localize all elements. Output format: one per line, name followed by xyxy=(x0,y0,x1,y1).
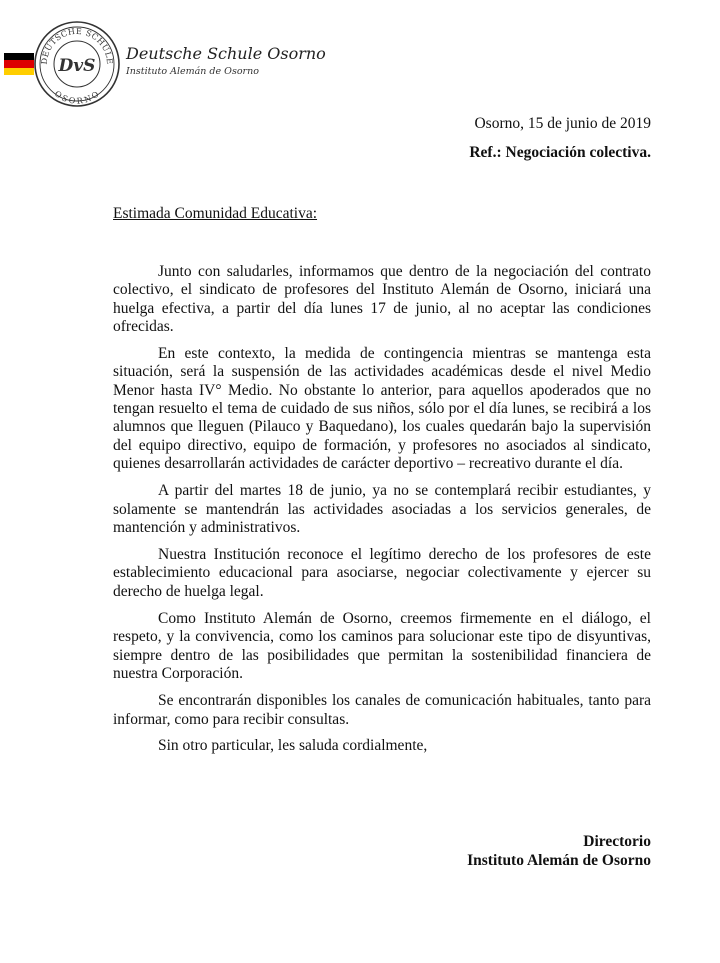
flag-stripe-red xyxy=(4,60,34,67)
seal-bottom-text: OSORNO xyxy=(52,89,102,106)
closing-line: Sin otro particular, les saluda cordialmente, xyxy=(158,737,428,754)
paragraph: En este contexto, la medida de contingencia mientras se mantenga esta situación, será la suspensión de las actividades académicas desde el nivel Medio Menor hasta IV° Medio. No obstante lo anterior, para aquellos apoderados que no tengan resuelto el tema de cuidado de sus niños, sólo por el día lunes, se recibirá a los alumnos que lleguen (Pilauco y Baquedano), los cuales quedarán bajo la supervisión del equipo directivo, equipo de formación, y profesores no asociados al sindicato, quienes desarrollarán actividades de carácter deportivo – recreativo durante el día. xyxy=(113,345,651,472)
seal-top-text: DEUTSCHE SCHULE xyxy=(39,26,115,65)
paragraph: A partir del martes 18 de junio, ya no se contemplará recibir estudiantes, y solamente se mantendrán las actividades asociadas a los servicios generales, de mantención y administrativos. xyxy=(113,482,651,536)
reference-line: Ref.: Negociación colectiva. xyxy=(469,144,651,161)
greeting: Estimada Comunidad Educativa: xyxy=(113,205,318,222)
signature-block xyxy=(467,832,651,870)
signature-title: Directorio xyxy=(583,833,651,850)
paragraph: Nuestra Institución reconoce el legítimo derecho de los profesores de este establecimiento educacional para asociarse, negociar colectivamente y ejercer su derecho de huelga legal. xyxy=(113,546,651,600)
school-name: Deutsche Schule Osorno xyxy=(126,44,326,63)
date-line: Osorno, 15 de junio de 2019 xyxy=(474,115,651,132)
flag-stripe-gold xyxy=(4,68,34,75)
paragraph: Junto con saludarles, informamos que dentro de la negociación del contrato colectivo, el sindicato de profesores del Instituto Alemán de Osorno, iniciará una huelga efectiva, a partir del día lunes 17 de junio, al no aceptar las condiciones ofrecidas. xyxy=(113,263,651,335)
flag-stripe-black xyxy=(4,53,34,60)
school-subtitle: Instituto Alemán de Osorno xyxy=(126,66,259,77)
paragraph: Como Instituto Alemán de Osorno, creemos firmemente en el diálogo, el respeto, y la convivencia, como los caminos para solucionar este tipo de disyuntivas, siempre dentro de las posibilidades que permitan la sostenibilidad financiera de nuestra Corporación. xyxy=(113,610,651,682)
german-flag-icon xyxy=(4,53,34,75)
seal-monogram: DvS xyxy=(58,56,96,76)
paragraph: Se encontrarán disponibles los canales de comunicación habituales, tanto para informar, como para recibir consultas. xyxy=(113,692,651,728)
signature-organization: Instituto Alemán de Osorno xyxy=(467,852,651,869)
letterhead xyxy=(0,8,400,108)
school-seal-logo xyxy=(33,20,121,108)
letter-body xyxy=(113,263,651,738)
